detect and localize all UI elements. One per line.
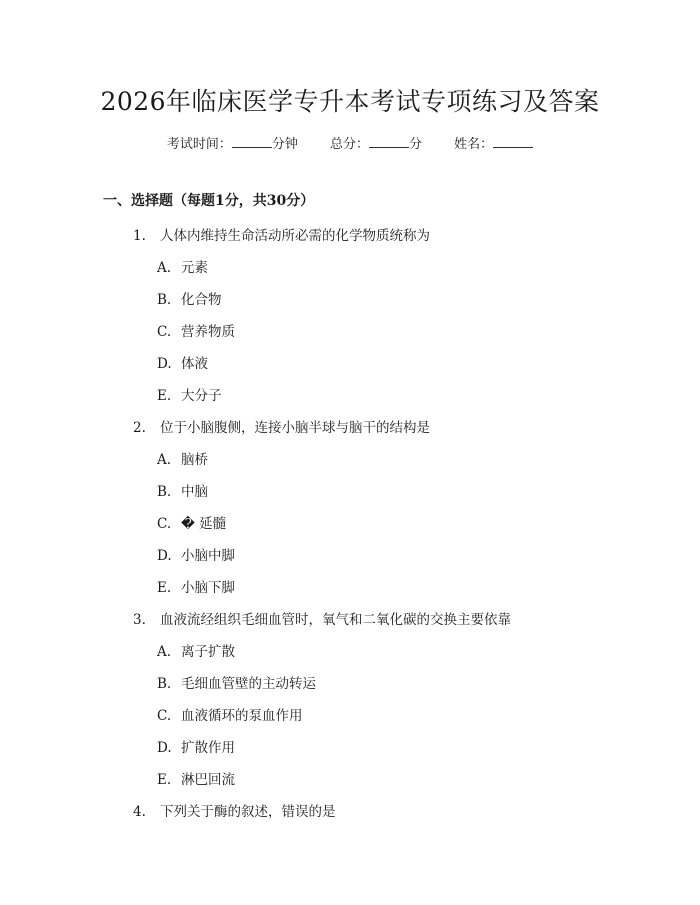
question-number: 1. bbox=[133, 228, 146, 244]
option-letter: D. bbox=[157, 356, 172, 372]
option-text: 中脑 bbox=[181, 484, 208, 500]
option-1c bbox=[157, 320, 235, 340]
question-text: 人体内维持生命活动所必需的化学物质统称为 bbox=[160, 228, 430, 244]
time-blank bbox=[232, 135, 272, 148]
total-score-field bbox=[330, 133, 422, 152]
question-number: 2. bbox=[133, 420, 146, 436]
option-1b bbox=[157, 288, 222, 308]
question-1 bbox=[133, 224, 430, 244]
option-text: 化合物 bbox=[181, 292, 222, 308]
option-2c bbox=[157, 512, 226, 532]
option-letter: D. bbox=[157, 740, 172, 756]
option-letter: E. bbox=[157, 388, 172, 404]
option-3d bbox=[157, 736, 235, 756]
question-3 bbox=[133, 608, 511, 628]
option-2d bbox=[157, 544, 235, 564]
name-blank bbox=[493, 135, 533, 148]
option-text: 血液循环的泵血作用 bbox=[181, 708, 303, 724]
option-text: 毛细血管壁的主动转运 bbox=[181, 676, 316, 692]
question-text: 位于小脑腹侧，连接小脑半球与脑干的结构是 bbox=[160, 420, 430, 436]
option-text: 营养物质 bbox=[181, 324, 235, 340]
option-letter: B. bbox=[157, 676, 172, 692]
option-text: � 延髓 bbox=[181, 516, 227, 532]
option-1e bbox=[157, 384, 222, 404]
option-text: 扩散作用 bbox=[181, 740, 235, 756]
exam-time-field bbox=[167, 133, 298, 152]
exam-info-line bbox=[0, 133, 700, 152]
question-text: 下列关于酶的叙述，错误的是 bbox=[160, 804, 336, 820]
option-letter: B. bbox=[157, 292, 172, 308]
time-unit: 分钟 bbox=[271, 137, 298, 152]
option-letter: B. bbox=[157, 484, 172, 500]
option-letter: D. bbox=[157, 548, 172, 564]
option-text: 淋巴回流 bbox=[181, 772, 235, 788]
score-unit: 分 bbox=[409, 137, 423, 152]
option-letter: C. bbox=[157, 708, 172, 724]
option-2b bbox=[157, 480, 208, 500]
option-letter: A. bbox=[157, 644, 172, 660]
question-2 bbox=[133, 416, 430, 436]
score-label: 总分： bbox=[329, 137, 369, 152]
option-text: 小脑中脚 bbox=[181, 548, 235, 564]
option-text: 元素 bbox=[181, 260, 208, 276]
option-2e bbox=[157, 576, 235, 596]
option-3c bbox=[157, 704, 303, 724]
time-label: 考试时间： bbox=[166, 137, 232, 152]
option-letter: E. bbox=[157, 772, 172, 788]
option-text: 小脑下脚 bbox=[181, 580, 235, 596]
score-blank bbox=[369, 135, 409, 148]
option-1d bbox=[157, 352, 208, 372]
option-letter: C. bbox=[157, 516, 172, 532]
question-number: 4. bbox=[133, 804, 146, 820]
option-3e bbox=[157, 768, 235, 788]
section-heading: 一、选择题（每题1分，共30分） bbox=[103, 193, 315, 209]
question-4 bbox=[133, 800, 336, 820]
option-1a bbox=[157, 256, 208, 276]
option-text: 大分子 bbox=[181, 388, 222, 404]
name-label: 姓名： bbox=[454, 137, 494, 152]
student-name-field bbox=[454, 133, 533, 152]
question-number: 3. bbox=[133, 612, 146, 628]
option-3a bbox=[157, 640, 235, 660]
option-letter: A. bbox=[157, 260, 172, 276]
option-text: 脑桥 bbox=[181, 452, 208, 468]
question-text: 血液流经组织毛细血管时，氧气和二氧化碳的交换主要依靠 bbox=[160, 612, 511, 628]
option-letter: C. bbox=[157, 324, 172, 340]
option-letter: A. bbox=[157, 452, 172, 468]
option-letter: E. bbox=[157, 580, 172, 596]
page-title: 2026年临床医学专升本考试专项练习及答案 bbox=[100, 87, 600, 116]
option-3b bbox=[157, 672, 316, 692]
option-text: 离子扩散 bbox=[181, 644, 235, 660]
option-text: 体液 bbox=[181, 356, 208, 372]
option-2a bbox=[157, 448, 208, 468]
